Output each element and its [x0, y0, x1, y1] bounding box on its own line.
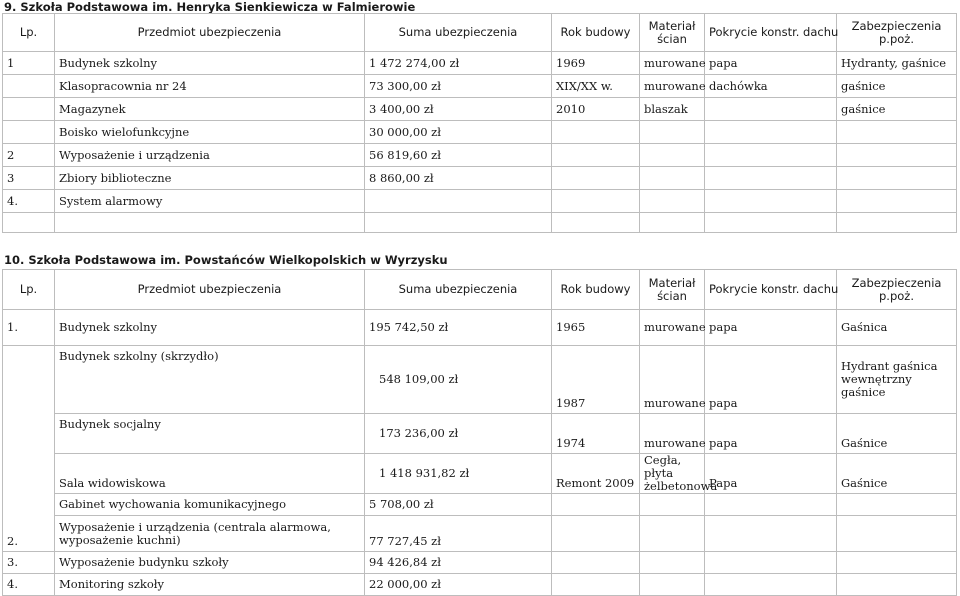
cell-subject: Zbiory biblioteczne — [55, 167, 365, 190]
cell-lp: 4. — [3, 574, 55, 596]
table-row-empty — [3, 213, 957, 233]
cell-sum: 195 742,50 zł — [365, 310, 552, 346]
table-row — [3, 454, 957, 494]
cell-roof — [705, 167, 837, 190]
cell-subject: Wyposażenie budynku szkoły — [55, 552, 365, 574]
cell-sum: 1 418 931,82 zł — [365, 454, 552, 494]
cell-wall — [640, 121, 705, 144]
cell-year — [552, 144, 640, 167]
cell-year: 1969 — [552, 52, 640, 75]
cell-sum: 5 708,00 zł — [365, 494, 552, 516]
table-row — [3, 552, 957, 574]
cell-fire: gaśnice — [837, 98, 957, 121]
cell-year: 1965 — [552, 310, 640, 346]
cell-lp: 1 — [3, 52, 55, 75]
cell-year — [552, 167, 640, 190]
cell-year: Remont 2009 — [552, 454, 640, 494]
cell-year: XIX/XX w. — [552, 75, 640, 98]
cell-subject: Wyposażenie i urządzenia (centrala alarmowa, wyposażenie kuchni) — [55, 516, 365, 552]
header-year: Rok budowy — [552, 270, 640, 310]
cell-wall: murowane — [640, 52, 705, 75]
cell-sum: 8 860,00 zł — [365, 167, 552, 190]
header-lp: Lp. — [3, 270, 55, 310]
cell-subject: Klasopracownia nr 24 — [55, 75, 365, 98]
table-row — [3, 190, 957, 213]
header-fire-protection: Zabezpieczenia p.poż. — [837, 270, 957, 310]
cell-roof: papa — [705, 346, 837, 414]
cell-fire — [837, 121, 957, 144]
cell-wall: Cegła, płyta żelbetonowa — [640, 454, 705, 494]
cell-roof: papa — [705, 310, 837, 346]
cell-lp: 4. — [3, 190, 55, 213]
cell-roof — [705, 144, 837, 167]
cell-subject: Gabinet wychowania komunikacyjnego — [55, 494, 365, 516]
insurance-table-school-9 — [2, 13, 957, 233]
table-row — [3, 494, 957, 516]
cell-roof — [705, 98, 837, 121]
cell-fire: Gaśnica — [837, 310, 957, 346]
table-row — [3, 346, 957, 414]
header-lp: Lp. — [3, 14, 55, 52]
cell-fire: Hydranty, gaśnice — [837, 52, 957, 75]
cell-roof: papa — [705, 414, 837, 454]
header-subject: Przedmiot ubezpieczenia — [55, 14, 365, 52]
cell-sum: 77 727,45 zł — [365, 516, 552, 552]
cell-lp: 2. — [3, 346, 55, 552]
cell-wall: murowane — [640, 75, 705, 98]
cell-subject: Budynek szkolny — [55, 52, 365, 75]
cell-sum: 30 000,00 zł — [365, 121, 552, 144]
cell-sum: 548 109,00 zł — [365, 346, 552, 414]
section-title-10: 10. Szkoła Podstawowa im. Powstańców Wielkopolskich w Wyrzysku — [4, 253, 448, 267]
table-header-row — [3, 270, 957, 310]
cell-wall — [640, 144, 705, 167]
cell-sum: 94 426,84 zł — [365, 552, 552, 574]
cell-subject: Budynek szkolny — [55, 310, 365, 346]
cell-lp: 3 — [3, 167, 55, 190]
cell-lp: 2 — [3, 144, 55, 167]
cell-wall: blaszak — [640, 98, 705, 121]
cell-sum: 73 300,00 zł — [365, 75, 552, 98]
cell-lp: 1. — [3, 310, 55, 346]
cell-lp — [3, 98, 55, 121]
cell-year: 1987 — [552, 346, 640, 414]
table-row — [3, 144, 957, 167]
cell-subject: Monitoring szkoły — [55, 574, 365, 596]
cell-sum — [365, 190, 552, 213]
header-wall-material: Materiał ścian — [640, 14, 705, 52]
cell-lp: 3. — [3, 552, 55, 574]
cell-subject: Boisko wielofunkcyjne — [55, 121, 365, 144]
cell-year: 1974 — [552, 414, 640, 454]
header-wall-material: Materiał ścian — [640, 270, 705, 310]
cell-roof — [705, 121, 837, 144]
table-row — [3, 310, 957, 346]
cell-lp — [3, 121, 55, 144]
table-row — [3, 98, 957, 121]
header-subject: Przedmiot ubezpieczenia — [55, 270, 365, 310]
cell-subject: System alarmowy — [55, 190, 365, 213]
cell-fire: gaśnice — [837, 75, 957, 98]
table-row — [3, 574, 957, 596]
cell-roof: dachówka — [705, 75, 837, 98]
cell-sum: 3 400,00 zł — [365, 98, 552, 121]
cell-year: 2010 — [552, 98, 640, 121]
header-sum: Suma ubezpieczenia — [365, 14, 552, 52]
cell-fire: Gaśnice — [837, 414, 957, 454]
header-roof: Pokrycie konstr. dachu — [705, 270, 837, 310]
table-row — [3, 516, 957, 552]
cell-fire — [837, 167, 957, 190]
table-row — [3, 75, 957, 98]
table-row — [3, 167, 957, 190]
cell-subject: Magazynek — [55, 98, 365, 121]
cell-sum: 1 472 274,00 zł — [365, 52, 552, 75]
insurance-table-school-10 — [2, 269, 957, 596]
cell-wall — [640, 167, 705, 190]
cell-wall: murowane — [640, 310, 705, 346]
table-header-row — [3, 14, 957, 52]
cell-lp — [3, 75, 55, 98]
cell-sum: 22 000,00 zł — [365, 574, 552, 596]
header-roof: Pokrycie konstr. dachu — [705, 14, 837, 52]
table-row — [3, 414, 957, 454]
cell-subject: Sala widowiskowa — [55, 454, 365, 494]
section-title-9: 9. Szkoła Podstawowa im. Henryka Sienkiewicza w Falmierowie — [4, 0, 416, 14]
cell-wall — [640, 190, 705, 213]
cell-fire: Gaśnice — [837, 454, 957, 494]
cell-sum: 173 236,00 zł — [365, 414, 552, 454]
cell-sum: 56 819,60 zł — [365, 144, 552, 167]
table-row — [3, 52, 957, 75]
cell-roof: papa — [705, 52, 837, 75]
cell-subject: Budynek socjalny — [55, 414, 365, 454]
cell-roof — [705, 190, 837, 213]
cell-wall: murowane — [640, 414, 705, 454]
cell-subject: Wyposażenie i urządzenia — [55, 144, 365, 167]
header-sum: Suma ubezpieczenia — [365, 270, 552, 310]
header-year: Rok budowy — [552, 14, 640, 52]
cell-subject: Budynek szkolny (skrzydło) — [55, 346, 365, 414]
cell-fire — [837, 144, 957, 167]
table-row — [3, 121, 957, 144]
cell-wall: murowane — [640, 346, 705, 414]
cell-fire — [837, 190, 957, 213]
cell-roof: Papa — [705, 454, 837, 494]
cell-year — [552, 121, 640, 144]
header-fire-protection: Zabezpieczenia p.poż. — [837, 14, 957, 52]
cell-fire: Hydrant gaśnica wewnętrzny gaśnice — [837, 346, 957, 414]
cell-year — [552, 190, 640, 213]
